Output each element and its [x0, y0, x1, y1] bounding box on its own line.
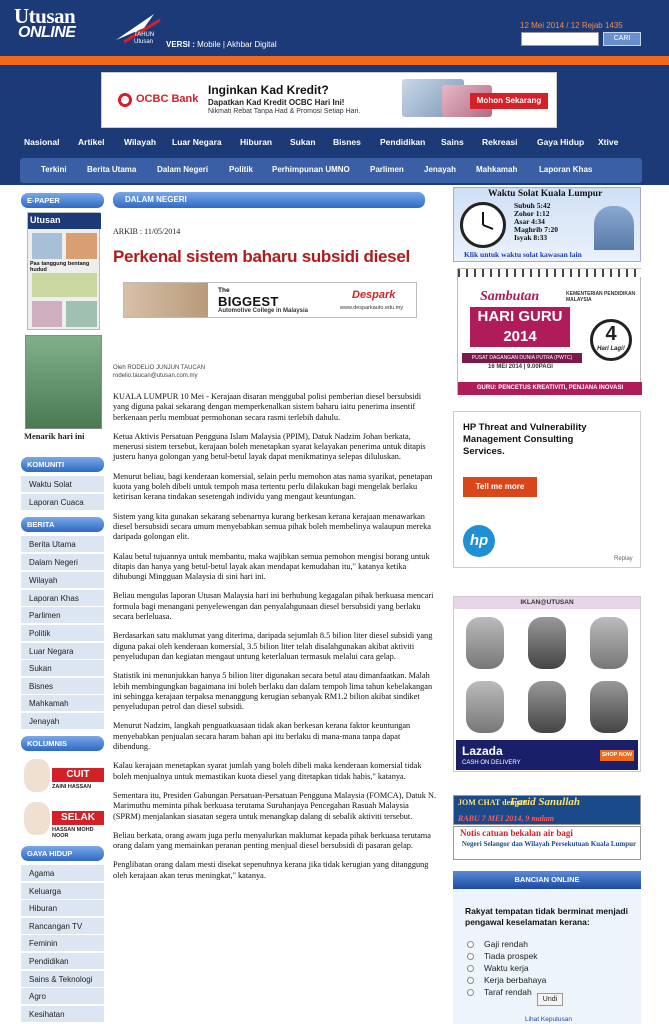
- hariguru-tagline: GURU: PENCETUS KREATIVITI, PENJANA INOVASI: [458, 382, 642, 395]
- jom-chat-guest: Farid Sanullah: [510, 796, 581, 808]
- nav-xtive[interactable]: Xtive: [598, 137, 619, 147]
- solat-isyak: Isyak 8:33: [514, 233, 548, 242]
- hp-ad[interactable]: [453, 411, 641, 568]
- sidebar-item-berita-utama[interactable]: Berita Utama: [21, 536, 104, 553]
- lazada-bar: [456, 740, 638, 770]
- sidebar-item-waktu-solat[interactable]: Waktu Solat: [21, 476, 104, 493]
- article-paragraph: Statistik ini menunjukkan hanya 5 bilion liter digunakan secara betul atau dimanfaatkan. Malah lebih membingungkan bagaimana ini boleh berlaku dan dalam tempoh lima tahun kebelakangan ini sehingga kerajaan terpaksa menanggung kerugian sebanyak RM1.2 bilion akibat sindiket penyeludupan petrol dan diesel subsidi.: [113, 671, 433, 712]
- subnav-mahkamah[interactable]: Mahkamah: [476, 165, 518, 174]
- poll-option-label: Tiada prospek: [484, 951, 538, 961]
- article-paragraph: Menurut Nadzim, langkah penguatkuasaan tidak akan berkesan kerana faktor keuntungan menyebabkan penjualan secara haram bahan api itu berlaku di mana-mana tanpa dapat dibendung.: [113, 721, 411, 752]
- versi-label: VERSI :: [166, 40, 195, 49]
- sidebar-item-kesihatan[interactable]: Kesihatan: [21, 1006, 104, 1023]
- students-photo: [124, 283, 208, 317]
- radio-icon[interactable]: [467, 989, 474, 996]
- poll-option-waktu-kerja[interactable]: [467, 963, 529, 973]
- solat-subuh: Subuh 5:42: [514, 201, 551, 210]
- versi-mobile-link[interactable]: Mobile | Akhbar Digital: [197, 40, 277, 49]
- lazada-shop-now-button[interactable]: SHOP NOW: [600, 750, 634, 761]
- sidebar-item-pendidikan[interactable]: Pendidikan: [21, 953, 104, 970]
- solat-title: Waktu Solat Kuala Lumpur: [488, 189, 603, 199]
- nav-pendidikan[interactable]: Pendidikan: [380, 137, 426, 147]
- sidebar-item-hiburan[interactable]: Hiburan: [21, 900, 104, 917]
- byline-name: Oleh RODELIO JUNJUN TAUCAN: [113, 365, 206, 371]
- columnist-avatar: [24, 759, 50, 792]
- sidebar-item-luar-negara[interactable]: Luar Negara: [21, 643, 104, 660]
- nav-rekreasi[interactable]: Rekreasi: [482, 137, 518, 147]
- logo-bottom-text: ONLINE: [18, 24, 76, 41]
- calendar-spiral: [458, 269, 642, 277]
- kolumnis-cuit[interactable]: [22, 757, 104, 794]
- nav-sukan[interactable]: Sukan: [290, 137, 316, 147]
- poll-question: Rakyat tempatan tidak berminat menjadi pengawal keselamatan kerana:: [465, 906, 628, 927]
- ad-college-text: Automotive College in Malaysia: [218, 308, 309, 314]
- subnav-jenayah[interactable]: Jenayah: [424, 165, 457, 174]
- subnav-terkini[interactable]: Terkini: [41, 165, 67, 174]
- article-paragraph: Kalau kerajaan menetapkan syarat jumlah yang boleh dibeli maka kenderaan komersial tidak boleh menjualnya untuk memastikan kuota diesel yang ditetapkan tidak habis," katanya.: [113, 761, 422, 781]
- hp-headline: HP Threat and Vulnerability Management Consulting Services.: [463, 422, 587, 457]
- replay-button[interactable]: Replay: [614, 556, 633, 562]
- nav-artikel[interactable]: Artikel: [78, 137, 105, 147]
- radio-icon[interactable]: [467, 965, 474, 972]
- poll-option-kerja-berbahaya[interactable]: [467, 975, 546, 985]
- article-paragraph: Sementara itu, Presiden Gabungan Persatuan-Persatuan Pengguna Malaysia (FOMCA), Datuk N. Marimuthu meminta pihak berkuasa terutama Suruhanjaya Pencegahan Rasuah Malaysia (SPRM) menjalankan siasatan segera untuk menangkap dalang di sebalik aktiviti tersebut.: [113, 790, 437, 821]
- countdown-number: 4: [605, 323, 617, 345]
- radio-icon[interactable]: [467, 953, 474, 960]
- hariguru-venue: PUSAT DAGANGAN DUNIA PUTRA (PWTC): [462, 353, 582, 363]
- article-paragraph: Menurut beliau, bagi kenderaan komersial, selain perlu memohon atas nama syarikat, penetapan kuota yang boleh dibeli untuk tempoh masa tertentu perlu dilakukan bagi mengelak berlaku ketirisan kerana tindakan sesetengah individu yang mengaut keuntungan.: [113, 471, 433, 502]
- hp-logo-icon: hp: [463, 525, 495, 557]
- hariguru-ministry: KEMENTERIAN PENDIDIKAN MALAYSIA: [566, 291, 636, 303]
- nav-sains[interactable]: Sains: [441, 137, 464, 147]
- sidebar-item-agro[interactable]: Agro: [21, 988, 104, 1005]
- subnav-perhimpunan-umno[interactable]: Perhimpunan UMNO: [272, 165, 350, 174]
- article-title: Perkenal sistem baharu subsidi diesel: [113, 247, 410, 266]
- sidebar-item-wilayah[interactable]: Wilayah: [21, 572, 104, 589]
- subnav-politik[interactable]: Politik: [229, 165, 254, 174]
- hariguru-sambutan: Sambutan: [480, 289, 540, 304]
- article-paragraph: Sistem yang kita gunakan sekarang sebenarnya kurang berkesan kerana kerajaan menawarkan diesel bersubsidi secara umum menyebabkan semua pihak boleh membelinya walaupun mereka daripada golongan elit.: [113, 511, 431, 542]
- watch-image: [528, 617, 566, 669]
- radio-icon[interactable]: [467, 941, 474, 948]
- logo-top-text: Utusan: [14, 4, 76, 28]
- water-notice-sub: Negeri Selangor dan Wilayah Persekutuan Kuala Lumpur: [461, 840, 637, 848]
- gaya-hidup-heading: GAYA HIDUP: [21, 846, 104, 861]
- ocbc-banner-ad[interactable]: [101, 72, 557, 128]
- kolumnis-tag: SELAK: [52, 811, 104, 825]
- nav-wilayah[interactable]: Wilayah: [124, 137, 157, 147]
- site-header: [0, 0, 669, 56]
- kolumnis-name: HASSAN MOHD NOOR: [52, 827, 94, 839]
- sidebar-item-parlimen[interactable]: Parlimen: [21, 607, 104, 624]
- clock-icon: [460, 202, 506, 248]
- mosque-icon: [594, 206, 634, 250]
- epaper-cover[interactable]: [27, 212, 100, 330]
- sidebar-item-dalam-negeri[interactable]: Dalam Negeri: [21, 554, 104, 571]
- solat-other-link[interactable]: Klik untuk waktu solat kawasan lain: [464, 250, 582, 259]
- ad-despark-brand: Despark: [352, 289, 396, 301]
- jom-chat-date: RABU 7 MEI 2014, 9 malam: [458, 814, 555, 823]
- kolumnis-name: ZAINI HASSAN: [52, 784, 92, 790]
- waktu-solat-widget[interactable]: [453, 187, 641, 262]
- columnist-avatar: [24, 802, 50, 835]
- poll-option-label: Gaji rendah: [484, 939, 528, 949]
- water-notice-banner[interactable]: [453, 826, 641, 860]
- article-paragraph: KUALA LUMPUR 10 Mei - Kerajaan disaran menggubal polisi pemberian diesel bersubsidi yang diguna pakai sekarang dengan memperkenalkan sistem baharu iaitu penerima insentif berkenaan perlu membuat permohonan secara rasmi terlebih dahulu.: [113, 392, 422, 422]
- sidebar-item-agama[interactable]: Agama: [21, 865, 104, 882]
- sidebar-item-sukan[interactable]: Sukan: [21, 660, 104, 677]
- epaper-caption: Pas tanggung bentang hudud: [30, 261, 90, 273]
- solat-times: [514, 202, 558, 242]
- nav-bisnes[interactable]: Bisnes: [333, 137, 361, 147]
- sidebar-item-politik[interactable]: Politik: [21, 625, 104, 642]
- sidebar-item-laporan-khas[interactable]: Laporan Khas: [21, 590, 104, 607]
- hari-guru-ad[interactable]: [457, 268, 641, 395]
- subnav-parlimen[interactable]: Parlimen: [370, 165, 404, 174]
- nav-luar-negara[interactable]: Luar Negara: [172, 137, 222, 147]
- iklan-heading: IKLAN@UTUSAN: [454, 597, 640, 609]
- watch-image: [590, 681, 628, 733]
- epaper-masthead: Utusan: [30, 215, 61, 225]
- nav-nasional[interactable]: Nasional: [24, 137, 60, 147]
- kolumnis-selak[interactable]: [22, 800, 104, 837]
- solat-asar: Asar 4:34: [514, 217, 545, 226]
- anniversary-text: TAHUN Utusan: [134, 32, 155, 45]
- article-body: [113, 392, 438, 890]
- kolumnis-heading: KOLUMNIS: [21, 736, 104, 751]
- subnav-dalam-negeri[interactable]: Dalam Negeri: [157, 165, 209, 174]
- lazada-watch-ad[interactable]: [453, 596, 641, 772]
- water-notice-title: Notis catuan bekalan air bagi: [460, 828, 573, 838]
- solat-zohor: Zohor 1:12: [514, 209, 550, 218]
- sidebar-item-mahkamah[interactable]: Mahkamah: [21, 695, 104, 712]
- ad-apply-button[interactable]: Mohon Sekarang: [470, 93, 548, 109]
- article-paragraph: Beliau berkata, orang awam juga perlu menyalurkan maklumat kepada pihak berkuasa terutama orang dalam yang memainkan peranan penting menjual diesel bersubsidi di pasaran gelap.: [113, 830, 431, 851]
- poll-vote-button[interactable]: Undi: [537, 993, 563, 1006]
- ad-biggest: BIGGEST: [218, 294, 279, 309]
- menarik-hari-ini[interactable]: Menarik hari ini: [24, 431, 85, 441]
- article-paragraph: Berdasarkan satu maklumat yang diterima, daripada sejumlah 8.5 bilion liter diesel subsidi yang diguna pakai oleh kenderaan komersial, 3.5 bilion liter telah disalahgunakan akibat aktiviti penyeludupan dan kegiatan mengaut untung keterlaluan termasuk melalui cara gelap.: [113, 631, 433, 661]
- utusan-logo[interactable]: [14, 4, 114, 44]
- nav-gaya-hidup[interactable]: Gaya Hidup: [537, 137, 585, 147]
- subnav-laporan-khas[interactable]: Laporan Khas: [539, 165, 593, 174]
- orange-stripe: [0, 56, 669, 65]
- poll-option-label: Waktu kerja: [484, 963, 529, 973]
- poll-option-tiada-prospek[interactable]: [467, 951, 538, 961]
- header-date: 12 Mei 2014 / 12 Rejab 1435: [520, 21, 623, 30]
- sidebar-item-keluarga[interactable]: Keluarga: [21, 883, 104, 900]
- watch-image: [528, 681, 566, 733]
- nav-hiburan[interactable]: Hiburan: [240, 137, 273, 147]
- ad-headline: Inginkan Kad Kredit?: [208, 83, 329, 97]
- ad-line3: Nikmati Rebat Tanpa Had & Promosi Setiap Hari.: [208, 108, 361, 115]
- anniversary-logo: [114, 10, 162, 46]
- komuniti-heading: KOMUNITI: [21, 457, 104, 472]
- article-paragraph: Kalau betul tujuannya untuk membantu, maka wajibkan semua pemohon mengisi borang untuk ditapis dan hanya yang betul-betul layak akan mendapat kemudahan itu," katanya ketika dihubungi Mingguan Malaysia di sini hari ini.: [113, 551, 430, 582]
- hariguru-date: 16 MEI 2014 | 9.00PAGI: [488, 364, 553, 370]
- main-nav: [0, 137, 669, 153]
- countdown-label: Hari Lagi!: [597, 346, 625, 352]
- article-paragraph: Beliau mengulas laporan Utusan Malaysia hari ini berhubung kegagalan pihak berkuasa mencari formula bagi menangani penyelewengan dan penyalahgunaan diesel bersubsidi yang berlaku secara berleluasa.: [113, 591, 434, 622]
- poll-option-label: Taraf rendah: [484, 987, 532, 997]
- epaper-heading: E-PAPER: [21, 193, 104, 208]
- ocbc-logo-icon: [118, 93, 132, 107]
- sidebar-item-feminin[interactable]: Feminin: [21, 935, 104, 952]
- sidebar-item-jenayah[interactable]: Jenayah: [21, 713, 104, 730]
- kolumnis-tag: CUIT: [52, 768, 104, 782]
- watch-image: [466, 617, 504, 669]
- lazada-cod: CASH ON DELIVERY: [462, 760, 521, 766]
- article-paragraph: Ketua Aktivis Persatuan Pengguna Islam Malaysia (PPIM), Datuk Nadzim Johan berkata, menerusi sistem tersebut, kerajaan boleh menetapkan syarat kelayakan penerima untuk ditapis justeru hanya golongan yang betul-betul layak dapat menikmatinya selepas diluluskan.: [113, 431, 426, 462]
- watch-image: [590, 617, 628, 669]
- sidebar-item-sains-teknologi[interactable]: Sains & Teknologi: [21, 971, 104, 988]
- berita-heading: BERITA: [21, 517, 104, 532]
- hp-tell-me-more-button[interactable]: Tell me more: [463, 477, 537, 497]
- arkib-date: ARKIB : 11/05/2014: [113, 227, 181, 236]
- search-input[interactable]: [521, 32, 599, 46]
- sidebar-item-laporan-cuaca[interactable]: Laporan Cuaca: [21, 494, 104, 511]
- ad-line2: Dapatkan Kad Kredit OCBC Hari Ini!: [208, 98, 345, 107]
- radio-icon[interactable]: [467, 977, 474, 984]
- hariguru-title: HARI GURU 2014: [470, 307, 570, 347]
- subnav-berita-utama[interactable]: Berita Utama: [87, 165, 137, 174]
- mega-magazine-cover[interactable]: [25, 335, 102, 429]
- byline: [113, 364, 205, 380]
- sub-nav: [20, 158, 642, 183]
- solat-maghrib: Maghrib 7:20: [514, 225, 558, 234]
- poll-option-gaji-rendah[interactable]: [467, 939, 528, 949]
- ad-the: The: [218, 287, 230, 294]
- sidebar-item-bisnes[interactable]: Bisnes: [21, 678, 104, 695]
- poll-heading: BANCIAN ONLINE: [453, 871, 641, 889]
- sidebar-item-rancangan-tv[interactable]: Rancangan TV: [21, 918, 104, 935]
- ad-brand: OCBC Bank: [136, 93, 199, 105]
- poll-results-link[interactable]: Lihat Keputusan: [525, 1016, 572, 1023]
- countdown-badge: [590, 319, 632, 361]
- jom-chat-text: JOM CHAT dengan: [458, 798, 528, 807]
- byline-email[interactable]: rodelio.taucan@utusan.com.my: [113, 373, 198, 379]
- despark-banner-ad[interactable]: [123, 282, 417, 318]
- lazada-logo: Lazada: [462, 744, 503, 758]
- article-paragraph: Penglibatan orang dalam mesti disekat sepenuhnya kerana jika tidak kerugian yang ditanggung oleh kerajaan akan terus meningkat," katanya.: [113, 860, 429, 880]
- ad-url: www.desparkauto.edu.my: [340, 305, 403, 311]
- search-button[interactable]: CARI: [603, 32, 641, 46]
- versi-links: [166, 40, 277, 49]
- watch-image: [466, 681, 504, 733]
- poll-option-taraf-rendah[interactable]: [467, 987, 532, 997]
- section-heading: DALAM NEGERI: [113, 192, 425, 208]
- poll-option-label: Kerja berbahaya: [484, 975, 547, 985]
- jom-chat-banner[interactable]: [453, 795, 641, 825]
